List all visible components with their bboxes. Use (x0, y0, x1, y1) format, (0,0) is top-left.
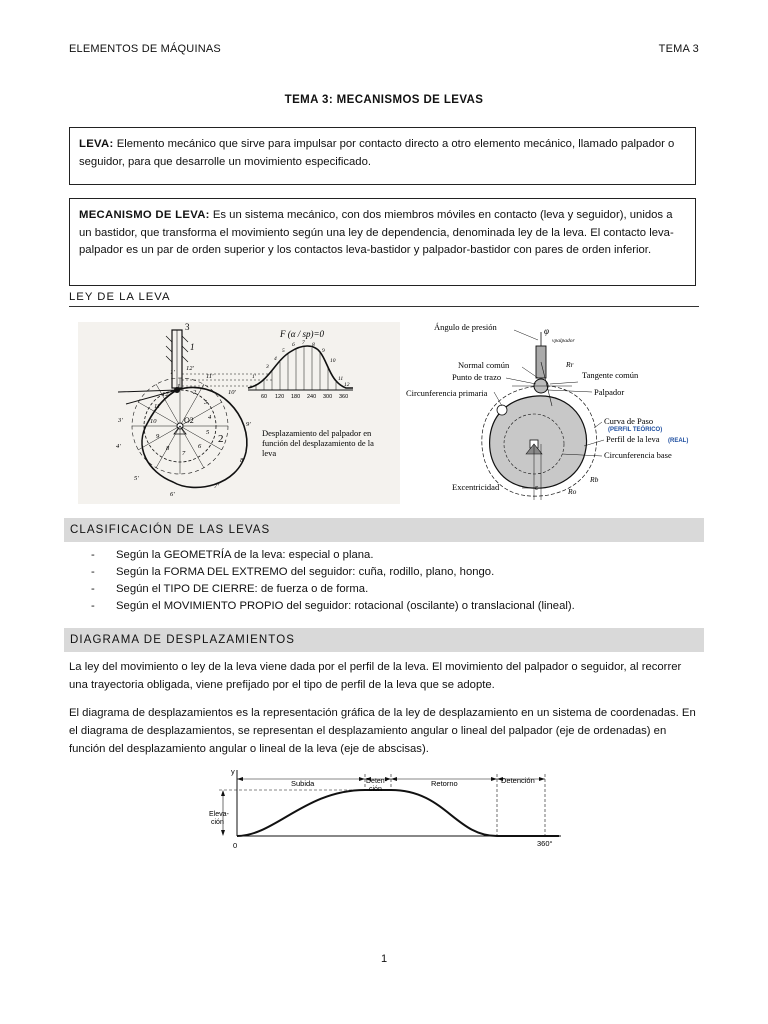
dial-6: 6 (198, 443, 202, 450)
outer-8: 8' (240, 457, 245, 464)
header-right: TEMA 3 (658, 43, 699, 55)
dial-12: 12 (162, 391, 169, 398)
label-rb: Rb (590, 475, 599, 484)
curve-num-8: 8 (312, 342, 315, 348)
outer-7: 7' (214, 483, 219, 490)
label-vpalpador: vpalpador (552, 338, 575, 344)
section-clasificacion: CLASIFICACIÓN DE LAS LEVAS (64, 518, 704, 542)
label-perfil-leva: Perfil de la leva (606, 434, 660, 444)
dial-7: 7 (182, 450, 186, 457)
outer-12: 12' (186, 365, 194, 372)
curve-num-9: 9 (322, 348, 325, 354)
curve-num-12: 12 (344, 382, 350, 388)
label-detencion1-a: Deten- (366, 778, 388, 785)
curve-num-10: 10 (330, 358, 336, 364)
outer-9: 9' (246, 421, 251, 428)
dial-11: 11 (154, 403, 161, 410)
follower-label: 1 (190, 342, 195, 352)
curve-num-6: 6 (292, 342, 295, 348)
clasificacion-list (91, 547, 701, 615)
caption-line-1: Desplazamiento del palpador en (262, 428, 372, 438)
label-subida: Subida (291, 779, 315, 788)
curve-num-3: 3 (266, 364, 269, 370)
displacement-diagram (205, 766, 570, 854)
tick-360: 360 (339, 394, 349, 400)
center-label: O2 (184, 416, 194, 425)
formula: F (α / sp)=0 (280, 329, 325, 339)
figure-cam-mechanism (78, 322, 400, 504)
figure-cam-nomenclature (402, 318, 702, 503)
definition-box-leva (69, 127, 696, 185)
outer-11: 11' (206, 373, 214, 380)
paragraph-ley-movimiento: La ley del movimiento o ley de la leva viene dada por el perfil de la leva. El movimiento del palpador o seguidor, al recorrer una trayectoria obligada, viene prefijado por el tipo de perfil de la leva que se adopte. (69, 661, 682, 691)
label-rr: Rr (566, 360, 574, 369)
list-item: - Según la GEOMETRÍA de la leva: especial o plana. (91, 547, 701, 564)
label-retorno: Retorno (431, 779, 458, 788)
label-perfil-teorico: (PERFIL TEÓRICO) (608, 427, 663, 433)
curve-num-4: 4 (274, 356, 277, 362)
section-ley-de-la-leva: LEY DE LA LEVA (69, 291, 699, 307)
label-circunferencia-primaria: Circunferencia primaria (406, 388, 488, 398)
dial-3: 3 (204, 399, 208, 406)
rod-label: 3 (185, 322, 190, 332)
dial-1: 1 (177, 383, 181, 390)
label-detencion1-b: ción (369, 786, 382, 793)
caption-line-3: leva (262, 448, 277, 458)
axis-y-label: y (231, 767, 235, 776)
label-tangente-comun: Tangente común (582, 370, 639, 380)
curve-num-1: 1' (252, 374, 256, 380)
outer-1: 1' (170, 369, 175, 376)
term-leva: LEVA: (79, 138, 114, 150)
page-number: 1 (380, 953, 388, 965)
page-title: TEMA 3: MECANISMOS DE LEVAS (284, 94, 484, 106)
label-elevacion-b: ción (211, 819, 224, 826)
cam-label: 2 (218, 433, 224, 445)
curve-num-11: 11 (338, 376, 344, 382)
dial-10: 10 (150, 418, 157, 425)
dial-8: 8 (166, 445, 170, 452)
definition-box-mecanismo (69, 198, 696, 286)
label-punto-trazo: Punto de trazo (452, 372, 502, 382)
label-normal-comun: Normal común (458, 360, 510, 370)
label-elevacion-a: Eleva- (209, 811, 229, 818)
outer-3: 3' (118, 417, 123, 424)
label-palpador: Palpador (594, 387, 625, 397)
paragraph-diagrama: El diagrama de desplazamientos es la representación gráfica de la ley de desplazamiento en un sistema de coordenadas. En el diagrama de desplazamientos, se representan el desplazamiento angular o lineal del palpador (eje de ordenadas) en función del desplazamiento angular o lineal de la leva (eje de abscisas). (69, 707, 696, 755)
outer-6: 6' (170, 491, 175, 498)
caption-line-2: función del desplazamiento de la (262, 438, 374, 448)
dial-9: 9 (156, 433, 160, 440)
list-item: - Según la FORMA DEL EXTREMO del seguidor: cuña, rodillo, plano, hongo. (91, 564, 701, 581)
section-diagrama: DIAGRAMA DE DESPLAZAMIENTOS (64, 628, 704, 652)
outer-10: 10' (228, 389, 236, 396)
label-real: (REAL) (668, 438, 689, 444)
label-curva-paso: Curva de Paso (604, 416, 654, 426)
label-zero: 0 (233, 841, 238, 850)
label-phi: φ (544, 326, 549, 336)
header-left: ELEMENTOS DE MÁQUINAS (69, 43, 221, 55)
list-item: - Según el MOVIMIENTO PROPIO del seguidor: rotacional (oscilante) o translacional (lineal). (91, 598, 701, 615)
label-detencion2: Detención (501, 776, 535, 785)
list-item: - Según el TIPO DE CIERRE: de fuerza o de forma. (91, 581, 701, 598)
label-ro: Ro (568, 487, 577, 496)
tick-180: 180 (291, 394, 301, 400)
tick-300: 300 (323, 394, 333, 400)
curve-num-7: 7 (302, 340, 305, 346)
outer-5: 5' (134, 475, 139, 482)
tick-60: 60 (261, 394, 268, 400)
dial-2: 2 (193, 389, 197, 396)
label-epsilon: ε (535, 483, 539, 492)
definition-leva: Elemento mecánico que sirve para impulsar por contacto directo a otro elemento mecánico, llamado palpador o seguidor, para que desarrolle un movimiento especificado. (79, 138, 675, 168)
label-angulo-presion: Ángulo de presión (434, 322, 497, 332)
definition-mecanismo: Es un sistema mecánico, con dos miembros móviles en contacto (leva y seguidor), unidos a un bastidor, que transforma el movimiento según una ley de dependencia, denominada ley de la leva. El contacto leva-palpador es un par de orden superior y los contactos leva-bastidor y palpador-bastidor con pares de orden inferior. (79, 209, 674, 256)
tick-120: 120 (275, 394, 285, 400)
term-mecanismo: MECANISMO DE LEVA: (79, 209, 210, 221)
dial-4: 4 (208, 414, 212, 421)
label-excentricidad: Excentricidad (452, 482, 500, 492)
dial-5: 5 (206, 429, 210, 436)
label-circunferencia-base: Circunferencia base (604, 450, 672, 460)
tick-240: 240 (307, 394, 317, 400)
label-360: 360° (537, 839, 553, 848)
curve-num-5: 5 (282, 348, 285, 354)
outer-4: 4' (116, 443, 121, 450)
